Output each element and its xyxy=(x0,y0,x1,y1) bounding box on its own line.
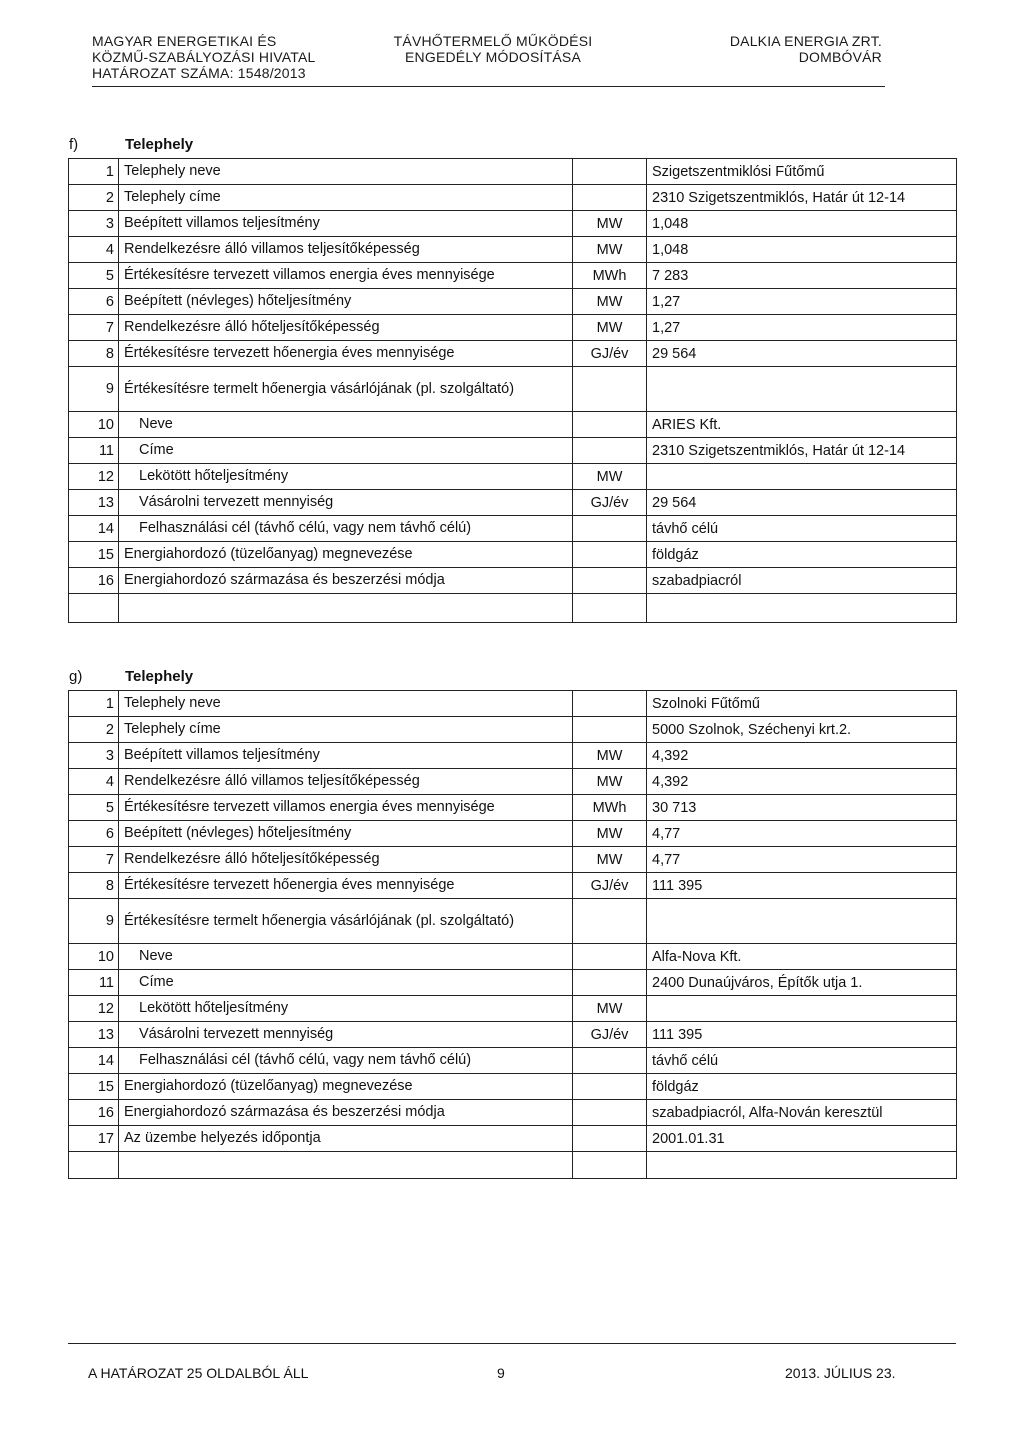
row-label: Telephely címe xyxy=(119,717,573,743)
row-label: Lekötött hőteljesítmény xyxy=(119,996,573,1022)
header-company-city: DOMBÓVÁR xyxy=(798,49,882,65)
row-label: Energiahordozó származása és beszerzési módja xyxy=(119,1100,573,1126)
empty-row xyxy=(69,1152,957,1179)
row-label: Energiahordozó (tüzelőanyag) megnevezése xyxy=(119,542,573,568)
row-unit xyxy=(573,944,647,970)
row-label: Telephely neve xyxy=(119,159,573,185)
row-value: 4,392 xyxy=(647,769,957,795)
footer-date: 2013. JÚLIUS 23. xyxy=(785,1365,896,1381)
row-number: 14 xyxy=(69,1048,119,1074)
table-row xyxy=(69,568,957,594)
row-label: Értékesítésre tervezett villamos energia éves mennyisége xyxy=(119,795,573,821)
row-value: szabadpiacról, Alfa-Nován keresztül xyxy=(647,1100,957,1126)
row-value: 29 564 xyxy=(647,490,957,516)
table-row xyxy=(69,516,957,542)
empty-cell xyxy=(573,594,647,623)
row-unit: MW xyxy=(573,315,647,341)
table-row xyxy=(69,795,957,821)
row-unit: GJ/év xyxy=(573,1022,647,1048)
row-unit xyxy=(573,542,647,568)
row-label: Telephely címe xyxy=(119,185,573,211)
row-unit: GJ/év xyxy=(573,341,647,367)
row-number: 8 xyxy=(69,873,119,899)
table-row xyxy=(69,1048,957,1074)
table-row xyxy=(69,315,957,341)
row-value: Szigetszentmiklósi Fűtőmű xyxy=(647,159,957,185)
row-number: 12 xyxy=(69,464,119,490)
row-unit: MW xyxy=(573,996,647,1022)
row-unit: MW xyxy=(573,847,647,873)
table-row xyxy=(69,211,957,237)
section-g-title: Telephely xyxy=(125,668,194,685)
row-number: 9 xyxy=(69,367,119,412)
row-unit: MW xyxy=(573,464,647,490)
table-row xyxy=(69,743,957,769)
table-row xyxy=(69,821,957,847)
row-value: 2001.01.31 xyxy=(647,1126,957,1152)
row-number: 3 xyxy=(69,211,119,237)
row-value: Alfa-Nova Kft. xyxy=(647,944,957,970)
section-g-letter: g) xyxy=(69,668,83,685)
row-value: távhő célú xyxy=(647,1048,957,1074)
row-label: Címe xyxy=(119,970,573,996)
row-label: Címe xyxy=(119,438,573,464)
section-f-letter: f) xyxy=(69,136,79,153)
row-value: 5000 Szolnok, Széchenyi krt.2. xyxy=(647,717,957,743)
row-label: Rendelkezésre álló hőteljesítőképesség xyxy=(119,315,573,341)
row-label: Vásárolni tervezett mennyiség xyxy=(119,1022,573,1048)
row-unit xyxy=(573,1100,647,1126)
row-unit xyxy=(573,159,647,185)
row-number: 5 xyxy=(69,795,119,821)
row-label: Telephely neve xyxy=(119,691,573,717)
row-value: 1,27 xyxy=(647,315,957,341)
row-number: 10 xyxy=(69,944,119,970)
table-row xyxy=(69,1022,957,1048)
section-f-table xyxy=(68,158,957,623)
row-label: Energiahordozó származása és beszerzési módja xyxy=(119,568,573,594)
row-value: ARIES Kft. xyxy=(647,412,957,438)
row-value: 29 564 xyxy=(647,341,957,367)
row-unit xyxy=(573,691,647,717)
row-label: Rendelkezésre álló hőteljesítőképesség xyxy=(119,847,573,873)
row-value xyxy=(647,996,957,1022)
header-decision-number: HATÁROZAT SZÁMA: 1548/2013 xyxy=(92,65,306,81)
table-row xyxy=(69,412,957,438)
row-number: 12 xyxy=(69,996,119,1022)
row-unit: GJ/év xyxy=(573,490,647,516)
row-label: Rendelkezésre álló villamos teljesítőképesség xyxy=(119,769,573,795)
row-number: 2 xyxy=(69,717,119,743)
row-value: 4,77 xyxy=(647,847,957,873)
table-row xyxy=(69,1126,957,1152)
row-unit: MWh xyxy=(573,263,647,289)
row-unit: MW xyxy=(573,769,647,795)
header-doc-line2: ENGEDÉLY MÓDOSÍTÁSA xyxy=(405,49,581,65)
table-row xyxy=(69,367,957,412)
header-divider xyxy=(92,86,885,87)
empty-cell xyxy=(647,594,957,623)
row-unit xyxy=(573,516,647,542)
row-unit xyxy=(573,1048,647,1074)
empty-cell xyxy=(69,594,119,623)
row-unit xyxy=(573,970,647,996)
row-label: Beépített (névleges) hőteljesítmény xyxy=(119,289,573,315)
row-unit: MW xyxy=(573,821,647,847)
row-label: Beépített (névleges) hőteljesítmény xyxy=(119,821,573,847)
table-row xyxy=(69,542,957,568)
row-number: 5 xyxy=(69,263,119,289)
empty-cell xyxy=(573,1152,647,1179)
row-value: 30 713 xyxy=(647,795,957,821)
row-value xyxy=(647,367,957,412)
header-authority-line1: MAGYAR ENERGETIKAI ÉS xyxy=(92,33,277,49)
table-row xyxy=(69,237,957,263)
header-company xyxy=(720,33,882,65)
row-number: 9 xyxy=(69,899,119,944)
row-value: 4,392 xyxy=(647,743,957,769)
row-number: 3 xyxy=(69,743,119,769)
header-document-type xyxy=(388,33,598,65)
row-label: Értékesítésre termelt hőenergia vásárlójának (pl. szolgáltató) xyxy=(119,899,573,944)
row-number: 8 xyxy=(69,341,119,367)
row-number: 4 xyxy=(69,237,119,263)
table-row xyxy=(69,847,957,873)
row-number: 4 xyxy=(69,769,119,795)
row-unit xyxy=(573,412,647,438)
table-row xyxy=(69,263,957,289)
table-row xyxy=(69,717,957,743)
row-unit xyxy=(573,899,647,944)
footer-page-count: A HATÁROZAT 25 OLDALBÓL ÁLL xyxy=(88,1365,309,1381)
empty-cell xyxy=(69,1152,119,1179)
table-row xyxy=(69,185,957,211)
row-number: 2 xyxy=(69,185,119,211)
row-value: földgáz xyxy=(647,1074,957,1100)
row-label: Beépített villamos teljesítmény xyxy=(119,211,573,237)
footer-page-number: 9 xyxy=(497,1365,505,1381)
empty-row xyxy=(69,594,957,623)
row-number: 1 xyxy=(69,159,119,185)
row-value xyxy=(647,899,957,944)
row-number: 7 xyxy=(69,315,119,341)
table-row xyxy=(69,1074,957,1100)
row-label: Vásárolni tervezett mennyiség xyxy=(119,490,573,516)
table-row xyxy=(69,490,957,516)
row-number: 13 xyxy=(69,490,119,516)
table-row xyxy=(69,970,957,996)
table-row xyxy=(69,944,957,970)
table-row xyxy=(69,159,957,185)
header-doc-line1: TÁVHŐTERMELŐ MŰKÖDÉSI xyxy=(393,33,593,49)
row-unit: MW xyxy=(573,743,647,769)
row-number: 13 xyxy=(69,1022,119,1048)
header-authority xyxy=(92,33,316,81)
row-unit: MWh xyxy=(573,795,647,821)
table-row xyxy=(69,691,957,717)
row-unit xyxy=(573,1126,647,1152)
row-number: 15 xyxy=(69,1074,119,1100)
row-label: Felhasználási cél (távhő célú, vagy nem távhő célú) xyxy=(119,516,573,542)
table-row xyxy=(69,438,957,464)
row-unit: MW xyxy=(573,289,647,315)
row-value: 2400 Dunaújváros, Építők utja 1. xyxy=(647,970,957,996)
table-row xyxy=(69,341,957,367)
row-value: földgáz xyxy=(647,542,957,568)
row-value xyxy=(647,464,957,490)
row-value: 7 283 xyxy=(647,263,957,289)
table-row xyxy=(69,769,957,795)
row-value: Szolnoki Fűtőmű xyxy=(647,691,957,717)
row-unit xyxy=(573,568,647,594)
section-f-title: Telephely xyxy=(125,136,194,153)
row-number: 7 xyxy=(69,847,119,873)
empty-cell xyxy=(647,1152,957,1179)
row-number: 10 xyxy=(69,412,119,438)
row-number: 11 xyxy=(69,438,119,464)
empty-cell xyxy=(119,594,573,623)
row-number: 17 xyxy=(69,1126,119,1152)
row-label: Beépített villamos teljesítmény xyxy=(119,743,573,769)
row-label: Értékesítésre tervezett villamos energia éves mennyisége xyxy=(119,263,573,289)
row-value: 111 395 xyxy=(647,873,957,899)
row-number: 14 xyxy=(69,516,119,542)
row-number: 6 xyxy=(69,289,119,315)
table-row xyxy=(69,1100,957,1126)
row-label: Neve xyxy=(119,412,573,438)
row-value: szabadpiacról xyxy=(647,568,957,594)
footer-divider xyxy=(68,1343,956,1344)
row-unit xyxy=(573,717,647,743)
header-company-name: DALKIA ENERGIA ZRT. xyxy=(729,33,882,49)
table-row xyxy=(69,899,957,944)
row-label: Energiahordozó (tüzelőanyag) megnevezése xyxy=(119,1074,573,1100)
row-label: Értékesítésre termelt hőenergia vásárlójának (pl. szolgáltató) xyxy=(119,367,573,412)
table-row xyxy=(69,996,957,1022)
row-value: 2310 Szigetszentmiklós, Határ út 12-14 xyxy=(647,185,957,211)
header-authority-line2: KÖZMŰ-SZABÁLYOZÁSI HIVATAL xyxy=(92,49,316,65)
row-number: 16 xyxy=(69,1100,119,1126)
row-unit xyxy=(573,367,647,412)
row-value: távhő célú xyxy=(647,516,957,542)
section-g-table xyxy=(68,690,957,1179)
row-number: 1 xyxy=(69,691,119,717)
row-unit: GJ/év xyxy=(573,873,647,899)
row-number: 15 xyxy=(69,542,119,568)
table-row xyxy=(69,464,957,490)
row-label: Lekötött hőteljesítmény xyxy=(119,464,573,490)
row-unit xyxy=(573,185,647,211)
row-unit xyxy=(573,1074,647,1100)
row-label: Értékesítésre tervezett hőenergia éves mennyisége xyxy=(119,341,573,367)
row-unit: MW xyxy=(573,237,647,263)
row-number: 16 xyxy=(69,568,119,594)
row-label: Rendelkezésre álló villamos teljesítőképesség xyxy=(119,237,573,263)
row-number: 6 xyxy=(69,821,119,847)
table-row xyxy=(69,873,957,899)
row-label: Neve xyxy=(119,944,573,970)
row-number: 11 xyxy=(69,970,119,996)
row-label: Felhasználási cél (távhő célú, vagy nem távhő célú) xyxy=(119,1048,573,1074)
table-row xyxy=(69,289,957,315)
row-value: 1,048 xyxy=(647,237,957,263)
row-unit: MW xyxy=(573,211,647,237)
row-value: 111 395 xyxy=(647,1022,957,1048)
row-unit xyxy=(573,438,647,464)
row-value: 1,048 xyxy=(647,211,957,237)
row-value: 4,77 xyxy=(647,821,957,847)
row-value: 1,27 xyxy=(647,289,957,315)
row-label: Az üzembe helyezés időpontja xyxy=(119,1126,573,1152)
row-label: Értékesítésre tervezett hőenergia éves mennyisége xyxy=(119,873,573,899)
empty-cell xyxy=(119,1152,573,1179)
row-value: 2310 Szigetszentmiklós, Határ út 12-14 xyxy=(647,438,957,464)
